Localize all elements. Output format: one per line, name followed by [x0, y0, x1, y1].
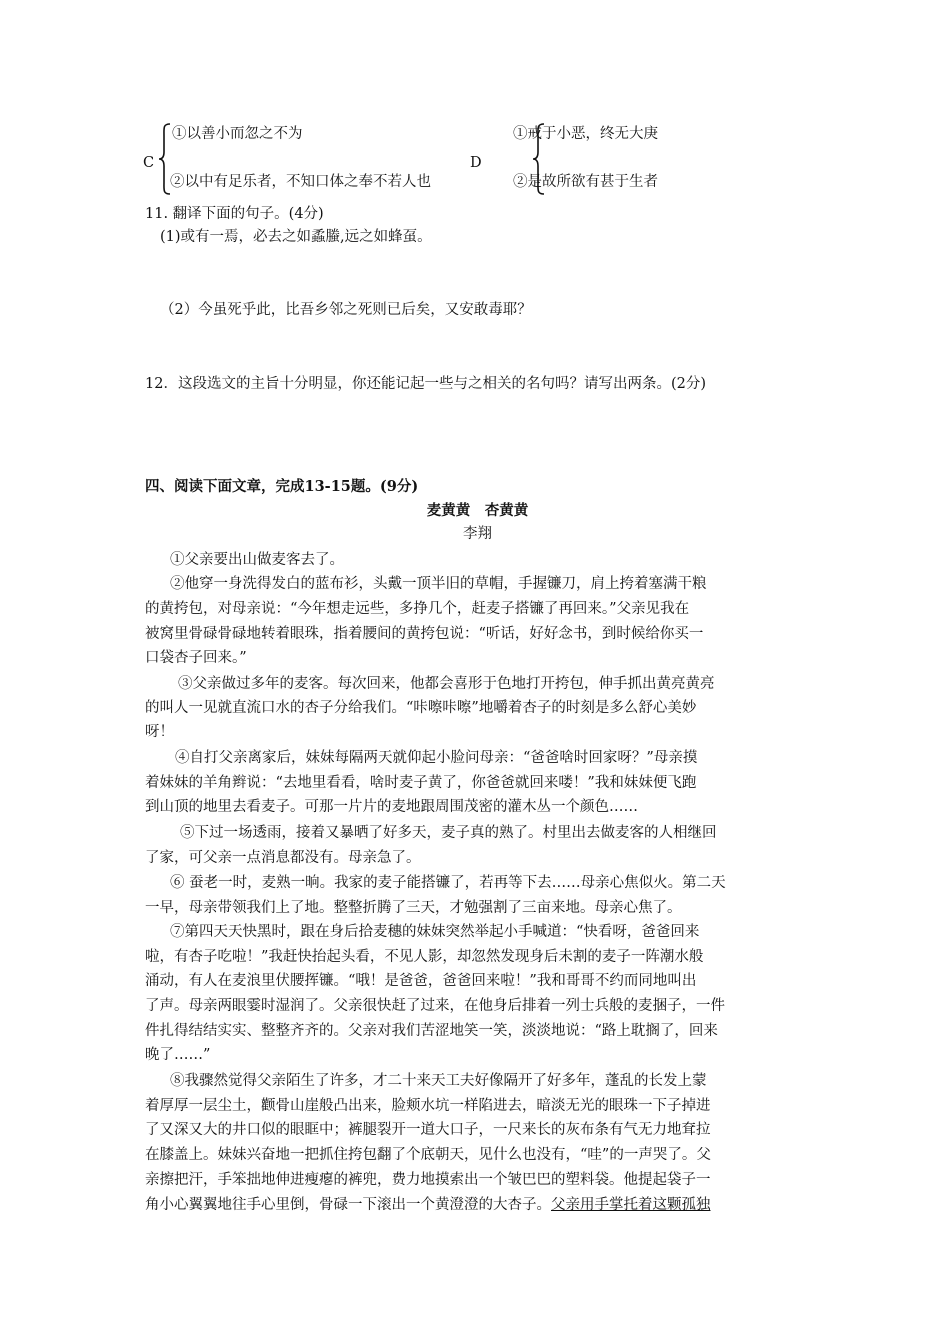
- q11-sentence-1: (1)或有一焉，必去之如蟊螣,远之如蜂虿。: [160, 229, 432, 245]
- article-line: ⑧我骤然觉得父亲陌生了许多，才二十来天工夫好像隔开了好多年，蓬乱的长发上蒙: [170, 1073, 707, 1089]
- article-line: 了又深又大的井口似的眼眶中；裤腿裂开一道大口子，一尺来长的灰布条有气无力地耷拉: [145, 1122, 711, 1138]
- article-line: 的黄挎包，对母亲说：“今年想走远些，多挣几个，赶麦子搭镰了再回来。”父亲见我在: [145, 601, 690, 617]
- article-title: 麦黄黄 杏黄黄: [426, 502, 529, 519]
- article-line: 了声。母亲两眼霎时湿润了。父亲很快赶了过来，在他身后排着一列士兵般的麦捆子，一件: [145, 998, 725, 1014]
- article-line: ⑦第四天天快黑时，跟在身后拾麦穗的妹妹突然举起小手喊道：“快看呀，爸爸回来: [170, 924, 700, 940]
- option-c-label: C: [143, 155, 155, 171]
- article-line: 了家，可父亲一点消息都没有。母亲急了。: [145, 850, 421, 866]
- underlined-phrase: 父亲用手掌托着这颗孤独: [551, 1197, 711, 1213]
- q12-text: 12．这段选文的主旨十分明显，你还能记起一些与之相关的名句吗？请写出两条。(2分): [145, 376, 706, 392]
- article-line: 啦，有杏子吃啦！”我赶快抬起头看，不见人影，却忽然发现身后未割的麦子一阵潮水般: [145, 949, 704, 965]
- option-c2: ②以中有足乐者，不知口体之奉不若人也: [170, 174, 431, 190]
- article-line: 件扎得结结实实、整整齐齐的。父亲对我们苦涩地笑一笑，淡淡地说：“路上耽搁了，回来: [145, 1023, 718, 1039]
- article-line: 涌动，有人在麦浪里伏腰挥镰。“哦！是爸爸，爸爸回来啦！”我和哥哥不约而同地叫出: [145, 973, 697, 989]
- option-d-label: D: [470, 155, 482, 171]
- article-line: 到山顶的地里去看麦子。可那一片片的麦地跟周围茂密的灌木丛一个颜色……: [145, 799, 638, 815]
- article-line: 亲擦把汗，手笨拙地伸进瘦瘪的裤兜，费力地摸索出一个皱巴巴的塑料袋。他提起袋子一: [145, 1172, 711, 1188]
- article-line: ②他穿一身洗得发白的蓝布衫，头戴一顶半旧的草帽，手握镰刀，肩上挎着塞满干粮: [170, 576, 707, 592]
- article-line: ④自打父亲离家后，妹妹每隔两天就仰起小脸问母亲：“爸爸啥时回家呀？”母亲摸: [175, 750, 698, 766]
- article-line: 被窝里骨碌骨碌地转着眼珠，指着腰间的黄挎包说：“听话，好好念书，到时候给你买一: [145, 626, 704, 642]
- article-line: 的叫人一见就直流口水的杏子分给我们。“咔嚓咔嚓”地嚼着杏子的时刻是多么舒心美妙: [145, 700, 697, 716]
- article-line: 口袋杏子回来。”: [145, 650, 247, 666]
- article-line: ①父亲要出山做麦客去了。: [170, 552, 344, 568]
- section4-heading: 四、阅读下面文章，完成13-15题。(9分): [145, 478, 419, 495]
- option-d1: ①戒于小恶，终无大庚: [513, 126, 658, 142]
- article-line: 呀！: [145, 724, 174, 740]
- option-d2: ②是故所欲有甚于生者: [513, 174, 658, 190]
- article-line: ⑤下过一场透雨，接着又暴晒了好多天，麦子真的熟了。村里出去做麦客的人相继回: [180, 825, 717, 841]
- article-line: 晚了……”: [145, 1047, 211, 1063]
- article-line: 着厚厚一层尘土，颧骨山崖般凸出来，脸颊水坑一样陷进去，暗淡无光的眼珠一下子掉进: [145, 1098, 711, 1114]
- article-line: 一早，母亲带领我们上了地。整整折腾了三天，才勉强割了三亩来地。母亲心焦了。: [145, 900, 682, 916]
- article-line-last-text: 角小心翼翼地往手心里倒，骨碌一下滚出一个黄澄澄的大杏子。: [145, 1197, 551, 1213]
- q11-title: 11. 翻译下面的句子。(4分): [145, 206, 324, 222]
- article-line: 着妹妹的羊角辫说：“去地里看看，啥时麦子黄了，你爸爸就回来喽！”我和妹妹便飞跑: [145, 775, 697, 791]
- article-author: 李翔: [463, 526, 492, 542]
- article-line: 在膝盖上。妹妹兴奋地一把抓住挎包翻了个底朝天，见什么也没有，“哇”的一声哭了。父: [145, 1147, 711, 1163]
- article-line-last: [145, 1195, 810, 1215]
- option-c1: ①以善小而忽之不为: [172, 126, 303, 142]
- article-line: ③父亲做过多年的麦客。每次回来，他都会喜形于色地打开挎包，伸手抓出黄亮黄亮: [178, 676, 715, 692]
- q11-sentence-2: （2）今虽死乎此，比吾乡邻之死则已后矣，又安敢毒耶？: [160, 302, 532, 318]
- article-line: ⑥ 蚕老一时，麦熟一晌。我家的麦子能搭镰了，若再等下去……母亲心焦似火。第二天: [170, 875, 726, 891]
